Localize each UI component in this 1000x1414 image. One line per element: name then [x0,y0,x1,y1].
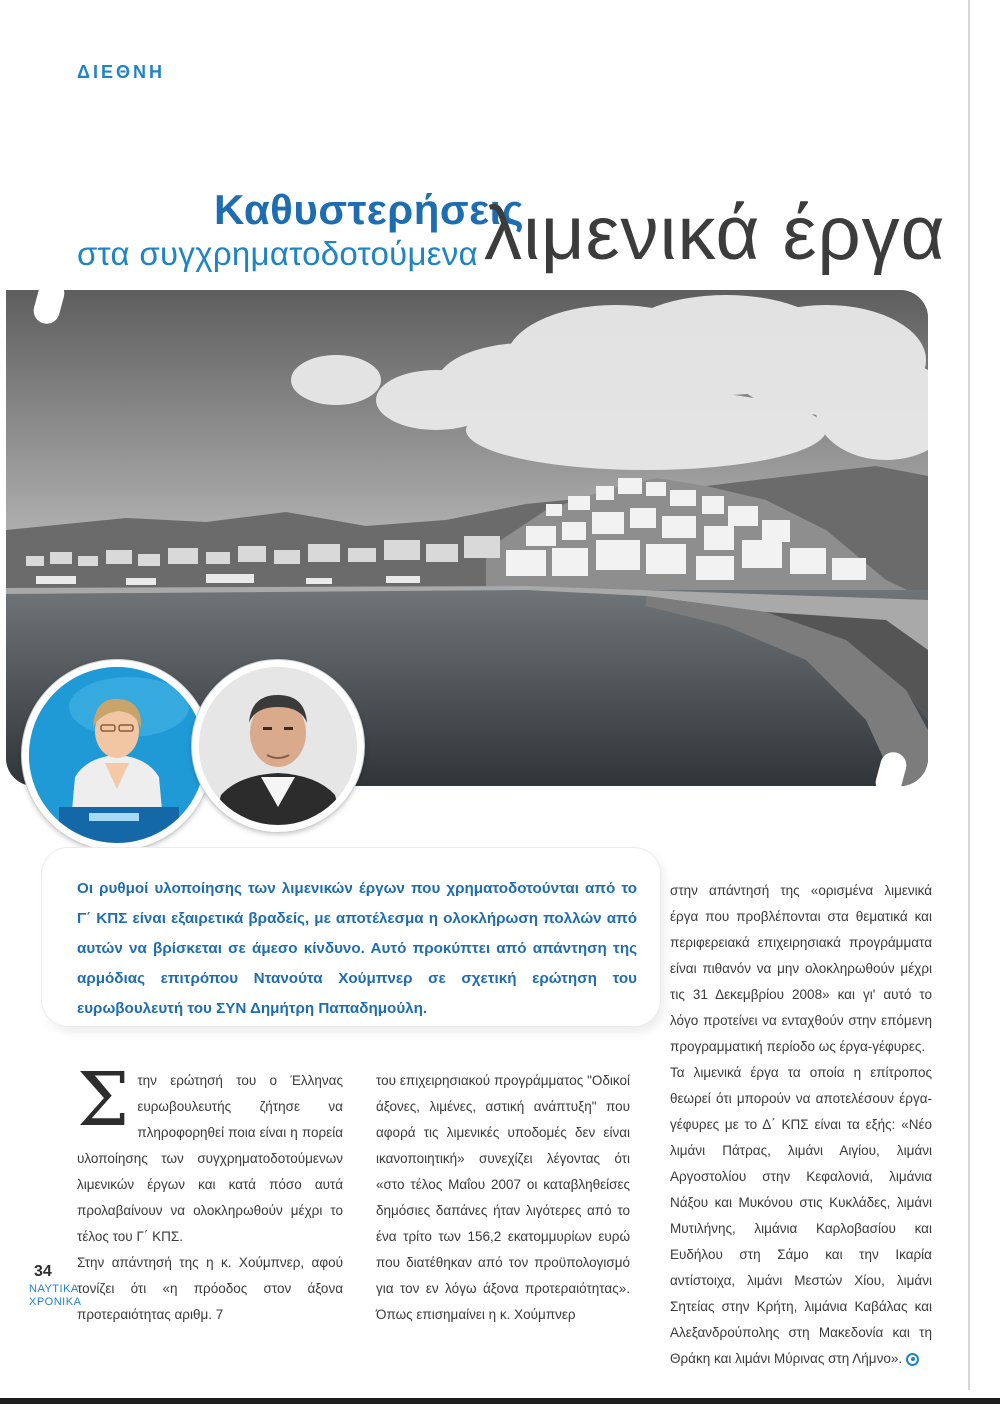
body-paragraph-last [670,1060,932,1372]
portrait-mep [192,660,364,832]
body-column-1 [77,1057,343,1328]
portrait-commissioner-image [29,667,205,843]
section-label: ΔΙΕΘΝΗ [77,62,165,82]
body-paragraph: Στην απάντησή της η κ. Χούμπνερ, αφού τονίζει ότι «η πρόοδος στον άξονα προτεραιότητας αριθμ. 7 [77,1255,343,1322]
headline-line1: Καθυστερήσεις [214,186,525,233]
end-of-article-icon [906,1353,919,1366]
headline-line2: στα συγχρηματοδοτούμενα [77,235,478,272]
page-number: 34 [34,1263,52,1280]
body-paragraph: την ερώτησή του ο Έλληνας ευρωβουλευτής ζήτησε να πληροφορηθεί ποια είναι η πορεία υλοποίησης των συγχρηματοδοτούμενων λιμενικών έργων και κατά πόσο αυτά προλαβαίνουν να ολοκληρωθούν μέχρι το τέλος του Γ΄ ΚΠΣ. [77,1073,343,1244]
page-edge-right [968,0,970,1390]
magazine-name-line1: ΝΑΥΤΙΚΑ [29,1283,79,1295]
portrait-commissioner [22,660,212,850]
dropcap: Σ [77,1057,130,1143]
intro-lead: Οι ρυθμοί υλοποίησης των λιμενικών έργων που χρηματοδοτούνται από το Γ΄ ΚΠΣ είναι εξαιρετικά βραδείς, με αποτέλεσμα η ολοκλήρωση πολλών από αυτών να βρίσκεται σε άμεσο κίνδυνο. Αυτό προκύπτει από απάντηση της αρμόδιας επιτρόπου Ντανούτα Χούμπνερ σε σχετική ερώτηση του ευρωβουλευτή του ΣΥΝ Δημήτρη Παπαδημούλη. [77,880,637,1017]
body-paragraph-text: Τα λιμενικά έργα τα οποία η επίτροπος θεωρεί ότι μπορούν να αποτελέσουν έργα-γέφυρες με το Δ΄ ΚΠΣ είναι τα εξής: «Νέο λιμάνι Πάτρας, λιμάνι Αιγίου, λιμάνι Αργοστολίου στην Κεφαλονιά, λιμάνια Νάξου και Μυκόνου στις Κυκλάδες, λιμάνι Μυτιλήνης, λιμάνια Καρλοβασίου και Ευδήλου στη Σάμο και την Ικαρία αντίστοιχα, λιμάνι Μεστών Χίου, λιμάνι Σητείας στην Κρήτη, λιμάνια Καβάλας και Αλεξανδρούπολης στη Μακεδονία και τη Θράκη και λιμάνι Μύρινας στη Λήμνο». [670,1065,932,1366]
magazine-name-line2: ΧΡΟΝΙΚΑ [29,1296,82,1308]
body-paragraph: του επιχειρησιακού προγράμματος "Οδικοί άξονες, λιμένες, αστική ανάπτυξη" που αφορά τις λιμενικές υποδομές δεν είναι ικανοποιητική» συνεχίζει λέγοντας ότι «στο τέλος Μαΐου 2007 οι καταβληθείσες δημόσιες δαπάνες ήταν λιγότερες από το ένα τρίτο των 156,2 εκατομμυρίων ευρώ που διατέθηκαν από τον προϋπολογισμό για τον εν λόγω άξονα προτεραιότητας». Όπως επισημαίνει η κ. Χούμπνερ [376,1073,630,1322]
body-paragraph: στην απάντησή της «ορισμένα λιμενικά έργα που προβλέπονται στα θεματικά και περιφερειακά επιχειρησιακά προγράμματα είναι πιθανόν να μην ολοκληρωθούν μέχρι τις 31 Δεκεμβρίου 2008» και γι' αυτό το λόγο προτείνει να ενταχθούν στην επόμενη προγραμματική περίοδο ως έργα-γέφυρες. [670,883,932,1054]
body-column-3 [670,878,932,1372]
headline-main: λιμενικά έργα [484,191,946,276]
portrait-mep-image [199,667,357,825]
body-column-2 [376,1068,630,1328]
page-bottom-rule [0,1398,1000,1404]
